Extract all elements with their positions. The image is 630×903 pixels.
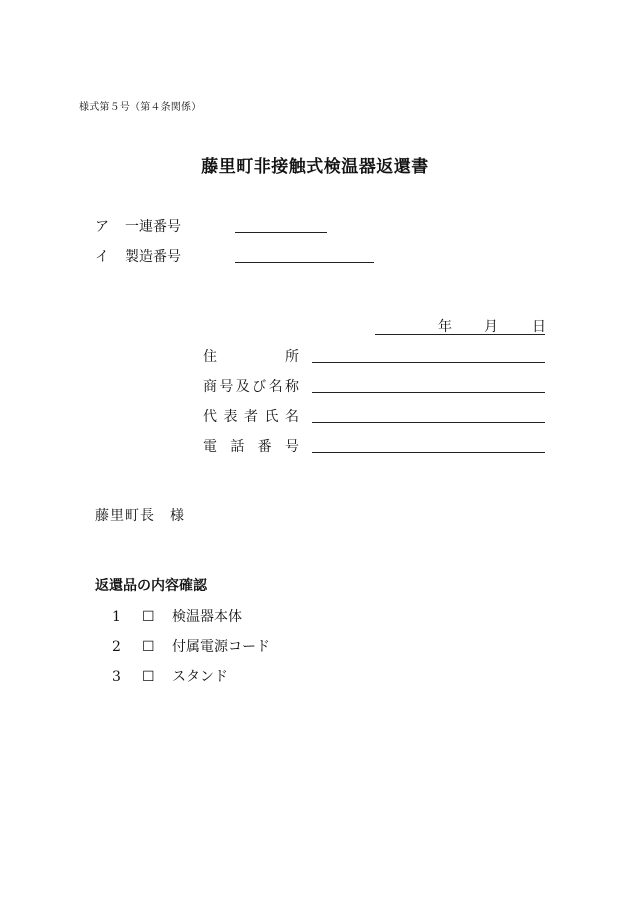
date-month-label: 月 <box>484 319 498 335</box>
label-char: 名 <box>268 379 283 395</box>
date-year-label: 年 <box>438 319 452 335</box>
return-item <box>112 666 228 686</box>
date-day-label: 日 <box>532 319 546 335</box>
field-mark: イ <box>95 249 109 265</box>
phone-number-line[interactable] <box>312 452 545 453</box>
document-title: 藤里町非接触式検温器返還書 <box>201 157 429 177</box>
label-char: び <box>252 379 267 395</box>
form-number: 様式第５号（第４条関係） <box>79 102 202 113</box>
label-char: 氏 <box>264 409 279 425</box>
label-char: 話 <box>230 439 245 455</box>
label-char: 住 <box>203 349 217 365</box>
label-char: 号 <box>284 439 299 455</box>
checkbox-icon[interactable]: ☐ <box>142 639 155 655</box>
checkbox-icon[interactable]: ☐ <box>142 609 155 625</box>
serial-number-line[interactable] <box>235 232 327 233</box>
serial-number-field <box>95 216 181 236</box>
representative-name-label <box>203 406 299 426</box>
label-char: 所 <box>285 349 299 365</box>
field-label: 一連番号 <box>125 219 181 235</box>
addressee: 藤里町長 様 <box>95 508 185 524</box>
phone-number-label <box>203 436 299 456</box>
label-char: 称 <box>284 379 299 395</box>
item-label: 付属電源コード <box>172 639 270 655</box>
label-char: 番 <box>257 439 272 455</box>
item-number: 1 <box>112 609 121 625</box>
label-char: 名 <box>285 409 299 425</box>
field-mark: ア <box>95 219 109 235</box>
return-section-heading: 返還品の内容確認 <box>95 578 207 594</box>
label-char: 号 <box>219 379 234 395</box>
return-item <box>112 606 242 626</box>
company-name-line[interactable] <box>312 392 545 393</box>
item-number: 2 <box>112 639 121 655</box>
return-item <box>112 636 270 656</box>
checkbox-icon[interactable]: ☐ <box>142 669 155 685</box>
company-name-label <box>203 376 299 396</box>
address-line[interactable] <box>312 362 545 363</box>
manufacture-number-field <box>95 246 181 266</box>
label-char: 者 <box>244 409 258 425</box>
label-char: 電 <box>203 439 217 455</box>
field-label: 製造番号 <box>125 249 181 265</box>
address-label <box>203 346 299 366</box>
item-label: 検温器本体 <box>172 609 242 625</box>
label-char: 及 <box>235 379 250 395</box>
manufacture-number-line[interactable] <box>235 262 374 263</box>
item-number: 3 <box>112 669 121 685</box>
label-char: 表 <box>223 409 238 425</box>
representative-name-line[interactable] <box>312 422 545 423</box>
label-char: 代 <box>203 409 217 425</box>
date-line[interactable] <box>375 316 545 335</box>
label-char: 商 <box>203 379 217 395</box>
item-label: スタンド <box>172 669 228 685</box>
